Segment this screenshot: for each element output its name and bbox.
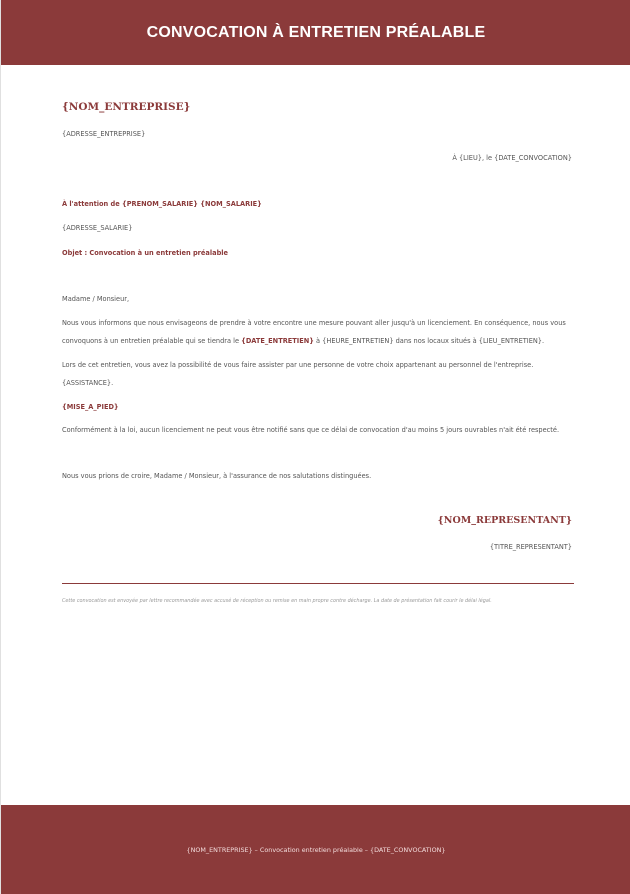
salutation: Madame / Monsieur,: [62, 295, 130, 303]
paragraph-convocation-start: Nous vous informons que nous envisageons de prendre à votre encontre une mesure pouvant aller jusqu'à un licenciement. En conséquence, nous vous convoquons à un entretien préalable qui se tiendra le: [62, 319, 566, 345]
letter-subject: Objet : Convocation à un entretien préalable: [62, 249, 229, 257]
paragraph-legal-delay: Conformément à la loi, aucun licenciement ne peut vous être notifié sans que ce délai de convocation d'au moins 5 jours ouvrables n'ait été respecté.: [62, 426, 560, 434]
document-title: CONVOCATION À ENTRETIEN PRÉALABLE: [146, 23, 486, 41]
representative-name: {NOM_REPRESENTANT}: [437, 515, 572, 526]
paragraph-convocation-end: à {HEURE_ENTRETIEN} dans nos locaux situés à {LIEU_ENTRETIEN}.: [313, 337, 545, 345]
paragraph-convocation: [62, 314, 574, 350]
company-address: {ADRESSE_ENTREPRISE}: [62, 130, 146, 138]
header-banner: [1, 0, 630, 65]
place-date: À {LIEU}, le {DATE_CONVOCATION}: [452, 154, 572, 162]
footer-text: {NOM_ENTREPRISE} – Convocation entretien préalable – {DATE_CONVOCATION}: [186, 846, 446, 854]
recipient-attention: À l'attention de {PRENOM_SALARIE} {NOM_SALARIE}: [62, 200, 262, 208]
representative-title: {TITRE_REPRESENTANT}: [489, 543, 572, 551]
legal-note: Cette convocation est envoyée par lettre recommandée avec accusé de réception ou remise en main propre contre décharge. La date de présentation fait courir le délai légal.: [62, 598, 492, 604]
separator-line: [62, 583, 574, 584]
mise-a-pied: {MISE_A_PIED}: [62, 403, 119, 411]
recipient-address: {ADRESSE_SALARIE}: [62, 224, 133, 232]
paragraph-assistance: Lors de cet entretien, vous avez la possibilité de vous faire assister par une personne de votre choix appartenant au personnel de l'entreprise. {ASSISTANCE}.: [62, 361, 534, 387]
company-name: {NOM_ENTREPRISE}: [62, 101, 191, 113]
closing-formula: Nous vous prions de croire, Madame / Monsieur, à l'assurance de nos salutations distinguées.: [62, 472, 372, 480]
interview-date: {DATE_ENTRETIEN}: [241, 337, 314, 345]
